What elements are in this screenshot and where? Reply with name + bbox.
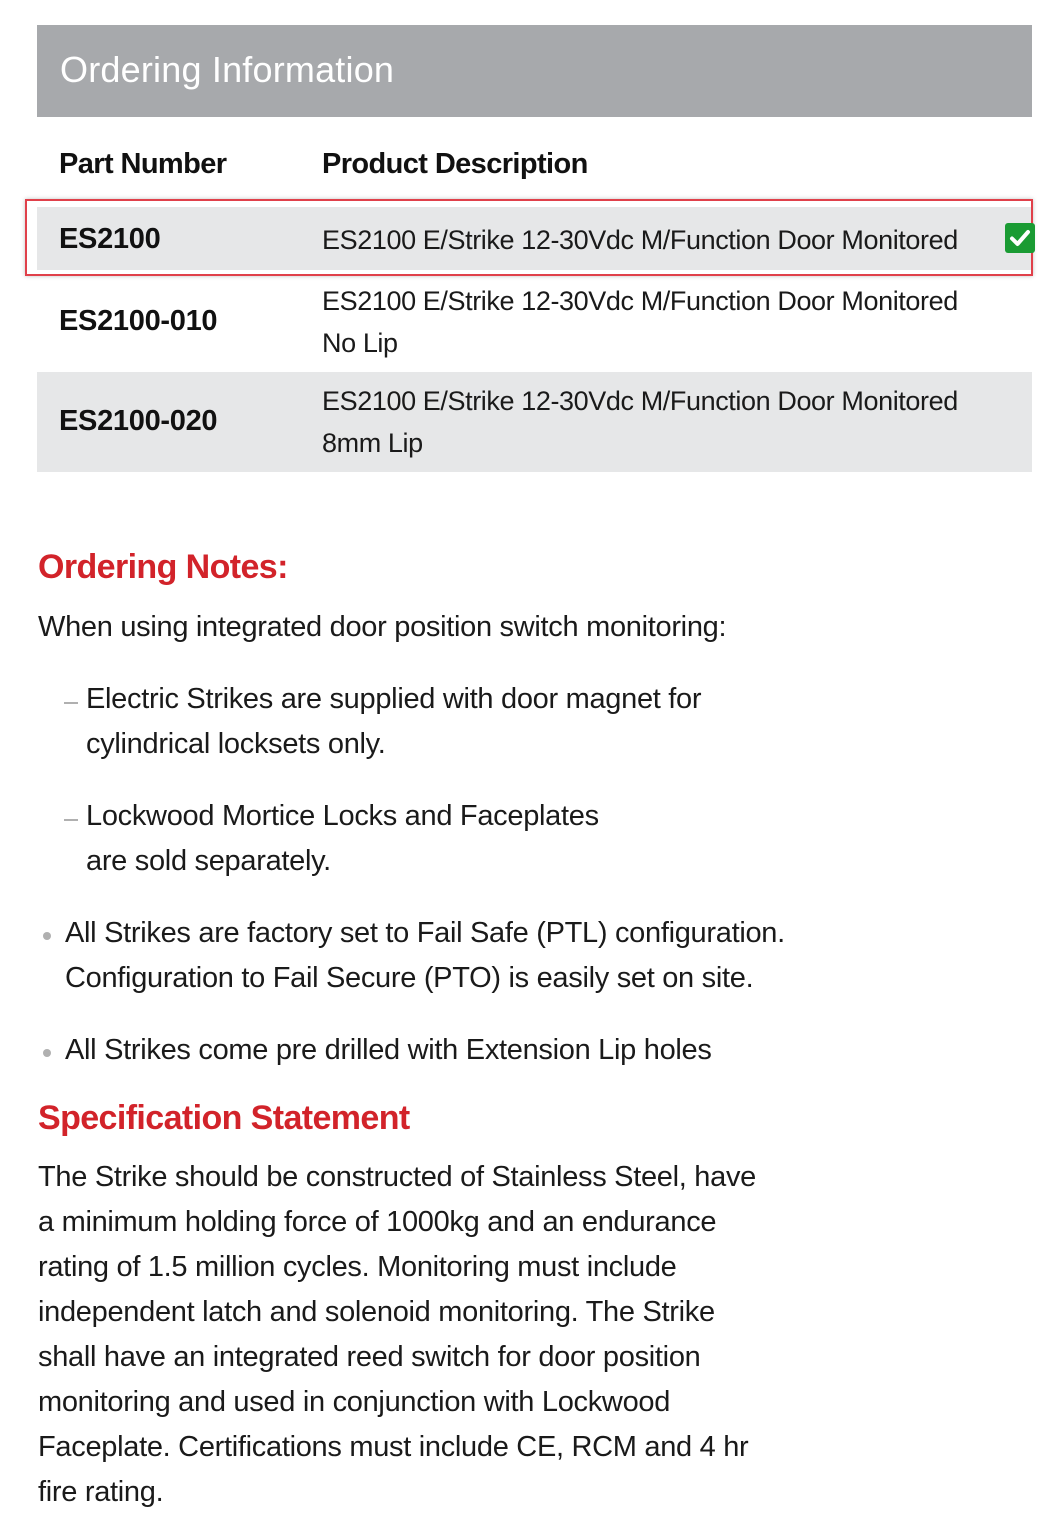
ordering-note-item — [86, 677, 701, 767]
spec-line: Faceplate. Certifications must include CE, RCM and 4 hr — [38, 1431, 749, 1463]
specification-body — [38, 1155, 756, 1515]
note-line: All Strikes come pre drilled with Extension Lip holes — [65, 1034, 712, 1066]
note-line: cylindrical locksets only. — [86, 728, 386, 760]
spec-line: monitoring and used in conjunction with Lockwood — [38, 1386, 671, 1418]
ordering-notes-intro: When using integrated door position switch monitoring: — [38, 611, 727, 643]
ordering-information-header — [37, 25, 1032, 117]
checkmark-icon — [1005, 223, 1035, 253]
description-line: ES2100 E/Strike 12-30Vdc M/Function Door Monitored — [322, 386, 958, 416]
description-line: ES2100 E/Strike 12-30Vdc M/Function Door Monitored — [322, 286, 958, 316]
dash-marker — [64, 702, 78, 704]
table-row-es2100-010[interactable] — [37, 272, 1032, 371]
section-title: Ordering Information — [60, 49, 395, 90]
ordering-notes-heading: Ordering Notes: — [38, 548, 288, 586]
part-number: ES2100-020 — [59, 405, 218, 437]
product-description — [322, 380, 958, 464]
spec-line: shall have an integrated reed switch for door position — [38, 1341, 701, 1373]
spec-line: independent latch and solenoid monitoring. The Strike — [38, 1296, 715, 1328]
column-header-product-description: Product Description — [322, 148, 588, 180]
ordering-note-bullet — [65, 1028, 712, 1073]
part-number: ES2100-010 — [59, 305, 218, 337]
ordering-note-bullet — [65, 911, 785, 1001]
bullet-icon — [43, 932, 51, 940]
bullet-icon — [43, 1049, 51, 1057]
note-line: Configuration to Fail Secure (PTO) is easily set on site. — [65, 962, 754, 994]
part-number: ES2100 — [59, 223, 161, 255]
spec-line: a minimum holding force of 1000kg and an endurance — [38, 1206, 717, 1238]
description-line: No Lip — [322, 328, 398, 358]
spec-line: rating of 1.5 million cycles. Monitoring must include — [38, 1251, 677, 1283]
spec-line: The Strike should be constructed of Stainless Steel, have — [38, 1161, 756, 1193]
column-header-part-number: Part Number — [59, 148, 227, 180]
spec-line: fire rating. — [38, 1476, 164, 1508]
note-line: Lockwood Mortice Locks and Faceplates — [86, 800, 599, 832]
ordering-note-item — [86, 794, 599, 884]
note-line: are sold separately. — [86, 845, 331, 877]
selected-row-highlight — [25, 199, 1033, 276]
note-line: All Strikes are factory set to Fail Safe (PTL) configuration. — [65, 917, 785, 949]
note-line: Electric Strikes are supplied with door magnet for — [86, 683, 702, 715]
specification-heading: Specification Statement — [38, 1099, 410, 1137]
description-line: ES2100 E/Strike 12-30Vdc M/Function Door Monitored — [322, 225, 958, 255]
table-row-es2100-020[interactable] — [37, 372, 1032, 472]
description-line: 8mm Lip — [322, 428, 423, 458]
product-description — [322, 280, 958, 364]
dash-marker — [64, 819, 78, 821]
